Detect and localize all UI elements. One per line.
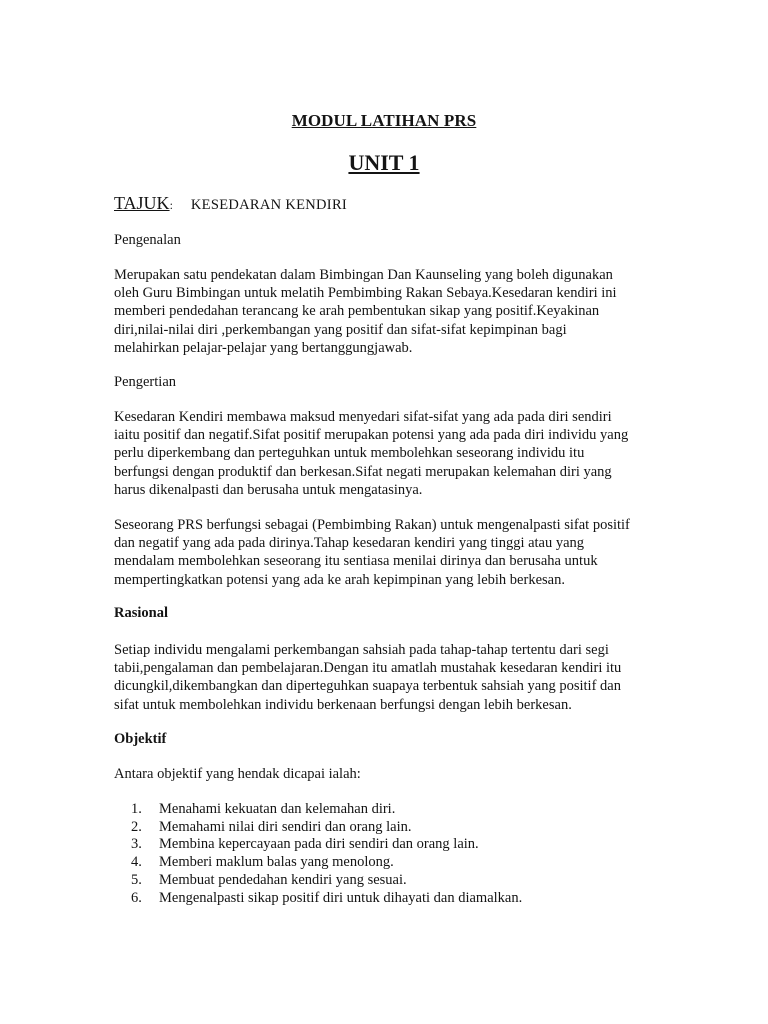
- list-item: [131, 801, 522, 819]
- paragraph-line: berfungsi dengan produktif dan berkesan.Sifat negati merupakan kelemahan diri yang: [114, 463, 612, 480]
- list-item: [131, 854, 522, 872]
- pengertian-heading: Pengertian: [114, 374, 177, 390]
- pengertian-paragraph-1: [114, 408, 674, 499]
- list-item: [131, 836, 522, 854]
- list-item-number: 6.: [131, 889, 142, 906]
- tajuk-colon: :: [169, 198, 173, 212]
- list-item-number: 1.: [131, 801, 142, 817]
- paragraph-line: dicungkil,dikembangkan dan diperteguhkan suapaya terbentuk sahsiah yang positif dan: [114, 678, 621, 695]
- tajuk-label: TAJUK: [114, 193, 170, 213]
- tajuk-value: KESEDARAN KENDIRI: [190, 197, 348, 213]
- objektif-intro: Antara objektif yang hendak dicapai ialah:: [114, 766, 361, 782]
- rasional-paragraph: [114, 641, 674, 714]
- list-item-text: Memahami nilai diri sendiri dan orang lain.: [159, 818, 412, 835]
- paragraph-line: Merupakan satu pendekatan dalam Bimbingan Dan Kaunseling yang boleh digunakan: [114, 267, 613, 283]
- list-item-text: Membuat pendedahan kendiri yang sesuai.: [159, 871, 407, 888]
- paragraph-line: mempertingkatkan potensi yang ada ke arah kepimpinan yang lebih berkesan.: [114, 571, 565, 588]
- pengertian-paragraph-2: [114, 516, 674, 589]
- tajuk-row: [114, 193, 347, 214]
- paragraph-line: Seseorang PRS berfungsi sebagai (Pembimbing Rakan) untuk mengenalpasti sifat positif: [114, 517, 630, 533]
- paragraph-line: oleh Guru Bimbingan untuk melatih Pembimbing Rakan Sebaya.Kesedaran kendiri ini: [114, 285, 617, 302]
- paragraph-line: sifat untuk membolehkan individu berkenaan berfungsi dengan lebih berkesan.: [114, 696, 572, 713]
- list-item-number: 2.: [131, 818, 142, 835]
- paragraph-line: mendalam membolehkan seseorang itu sentiasa menilai dirinya dan berusaha untuk: [114, 553, 598, 570]
- paragraph-line: harus dikenalpasti dan berusaha untuk mengatasinya.: [114, 481, 423, 498]
- pengenalan-heading: Pengenalan: [114, 232, 181, 248]
- list-item-number: 3.: [131, 836, 142, 853]
- list-item: [131, 872, 522, 890]
- list-item-number: 5.: [131, 871, 142, 888]
- pengenalan-paragraph: [114, 266, 674, 357]
- list-item-text: Membina kepercayaan pada diri sendiri dan orang lain.: [159, 836, 479, 853]
- list-item-number: 4.: [131, 854, 142, 871]
- paragraph-line: tabii,pengalaman dan pembelajaran.Dengan itu amatlah mustahak kesedaran kendiri itu: [114, 660, 622, 677]
- paragraph-line: dan negatif yang ada pada dirinya.Tahap kesedaran kendiri yang tinggi atau yang: [114, 535, 585, 552]
- paragraph-line: memberi pendedahan terancang ke arah pembentukan sikap yang positif.Keyakinan: [114, 303, 600, 320]
- list-item-text: Menahami kekuatan dan kelemahan diri.: [159, 801, 396, 817]
- rasional-heading: Rasional: [114, 605, 168, 621]
- unit-heading: UNIT 1: [348, 150, 420, 175]
- paragraph-line: Kesedaran Kendiri membawa maksud menyedari sifat-sifat yang ada pada diri sendiri: [114, 409, 612, 425]
- paragraph-line: melahirkan pelajar-pelajar yang bertanggungjawab.: [114, 339, 413, 356]
- list-item: [131, 890, 522, 908]
- paragraph-line: Setiap individu mengalami perkembangan sahsiah pada tahap-tahap tertentu dari segi: [114, 642, 609, 658]
- list-item-text: Memberi maklum balas yang menolong.: [159, 854, 394, 871]
- paragraph-line: diri,nilai-nilai diri ,perkembangan yang positif dan sifat-sifat kepimpinan bagi: [114, 321, 567, 338]
- paragraph-line: iaitu positif dan negatif.Sifat positif merupakan potensi yang ada pada diri individu yang: [114, 427, 629, 444]
- list-item-text: Mengenalpasti sikap positif diri untuk dihayati dan diamalkan.: [159, 889, 523, 906]
- document-title: MODUL LATIHAN PRS: [291, 111, 477, 130]
- objektif-list: [131, 801, 522, 907]
- list-item: [131, 819, 522, 837]
- paragraph-line: perlu diperkembang dan perteguhkan untuk membolehkan seseorang individu itu: [114, 445, 585, 462]
- objektif-heading: Objektif: [114, 731, 167, 747]
